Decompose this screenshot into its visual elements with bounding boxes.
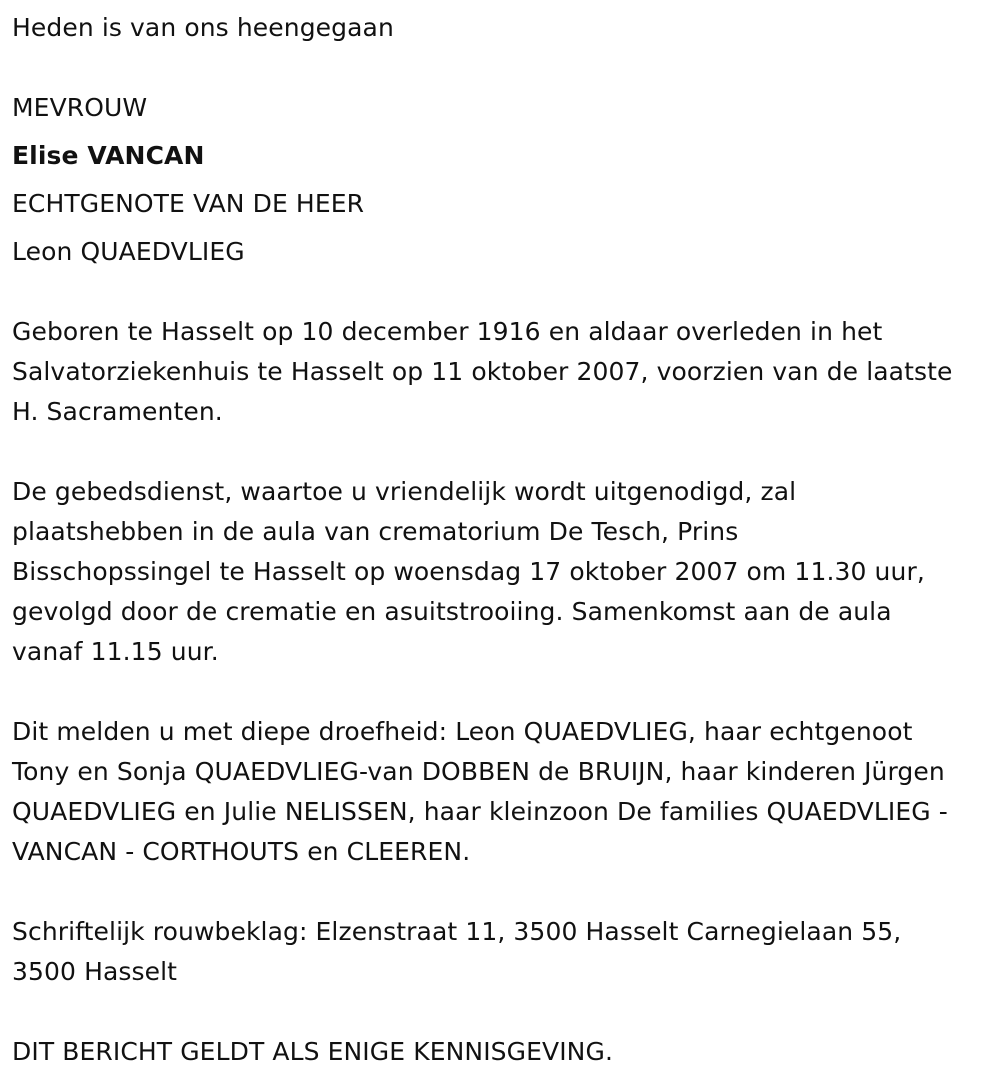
- spacer: [12, 872, 988, 912]
- family-paragraph: Dit melden u met diepe droefheid: Leon QUAEDVLIEG, haar echtgenoot Tony en Sonja QUAEDVLIEG-van DOBBEN de BRUIJN, haar kinderen Jürgen QUAEDVLIEG en Julie NELISSEN, haar kleinzoon De families QUAEDVLIEG - VANCAN - CORTHOUTS en CLEEREN.: [12, 717, 948, 866]
- closing-line: DIT BERICHT GELDT ALS ENIGE KENNISGEVING.: [12, 1037, 613, 1066]
- title-line: MEVROUW: [12, 93, 148, 122]
- spacer: [12, 672, 988, 712]
- birth-death-paragraph: Geboren te Hasselt op 10 december 1916 en aldaar overleden in het Salvatorziekenhuis te Hasselt op 11 oktober 2007, voorzien van de laatste H. Sacramenten.: [12, 317, 953, 426]
- spacer: [12, 992, 988, 1032]
- intro-line: Heden is van ons heengegaan: [12, 13, 394, 42]
- condolences-paragraph: Schriftelijk rouwbeklag: Elzenstraat 11, 3500 Hasselt Carnegielaan 55, 3500 Hasselt: [12, 917, 902, 986]
- service-paragraph: De gebedsdienst, waartoe u vriendelijk wordt uitgenodigd, zal plaatshebben in de aula van crematorium De Tesch, Prins Bisschopssingel te Hasselt op woensdag 17 oktober 2007 om 11.30 uur, gevolgd door de crematie en asuitstrooiing. Samenkomst aan de aula vanaf 11.15 uur.: [12, 477, 925, 666]
- spacer: [12, 432, 988, 472]
- spacer: [12, 128, 988, 136]
- deceased-name: Elise VANCAN: [12, 141, 205, 170]
- spacer: [12, 48, 988, 88]
- spouse-label: ECHTGENOTE VAN DE HEER: [12, 189, 365, 218]
- spacer: [12, 272, 988, 312]
- spouse-name: Leon QUAEDVLIEG: [12, 237, 245, 266]
- spacer: [12, 224, 988, 232]
- spacer: [12, 176, 988, 184]
